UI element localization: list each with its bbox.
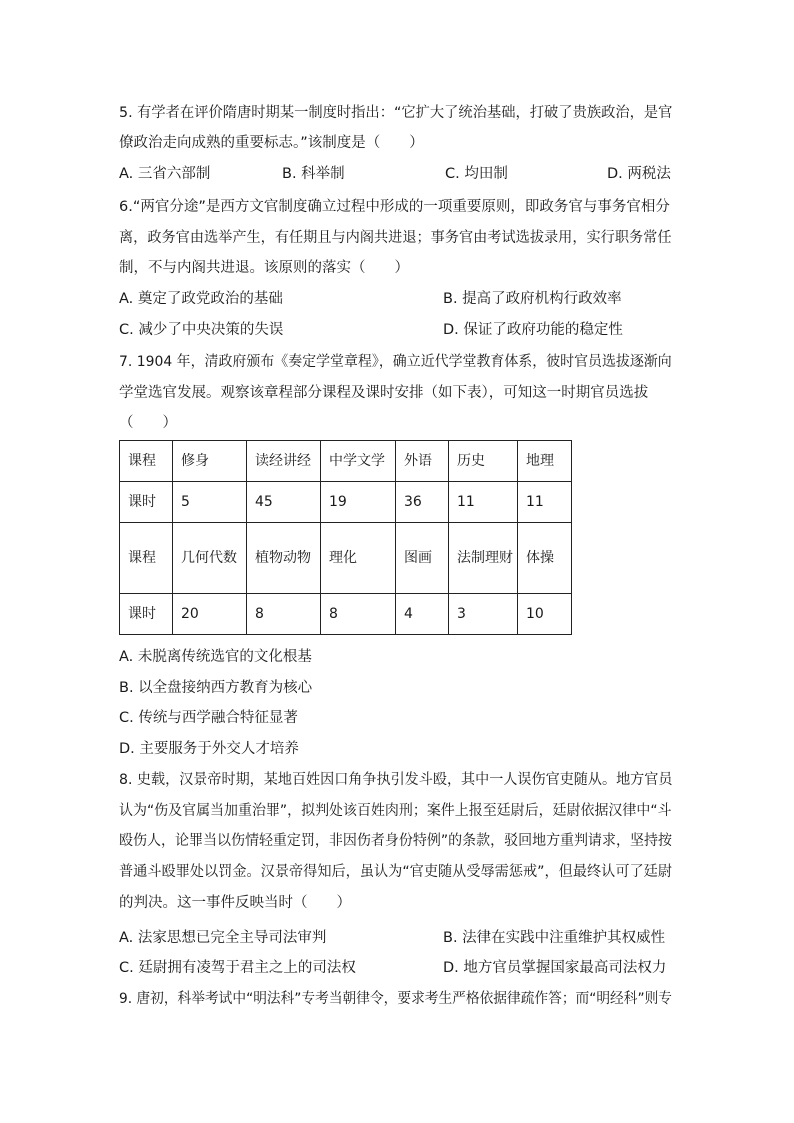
q7-option-a[interactable]: A. 未脱离传统选官的文化根基 — [119, 649, 312, 665]
table-cell: 理化 — [321, 523, 396, 594]
q7-option-b[interactable]: B. 以全盘接纳西方教育为核心 — [119, 680, 313, 696]
table-cell: 法制理财 — [449, 523, 518, 594]
table-cell: 体操 — [518, 523, 572, 594]
table-cell: 课程 — [120, 441, 173, 482]
q6-option-c[interactable]: C. 减少了中央决策的失误 — [119, 322, 284, 338]
q5-option-b[interactable]: B. 科举制 — [282, 166, 345, 182]
table-cell: 11 — [449, 482, 518, 523]
table-cell: 36 — [396, 482, 449, 523]
table-cell: 地理 — [518, 441, 572, 482]
q9-line-1: 9. 唐初，科举考试中“明法科”专考当朝律令，要求考生严格依据律疏作答；而“明经科”则专 — [119, 991, 673, 1007]
q8-line-2: 认为“伤及官属当加重治罪”，拟判处该百姓肉刑；案件上报至廷尉后，廷尉依据汉律中“斗 — [119, 803, 672, 819]
table-row — [120, 594, 572, 635]
table-cell: 20 — [173, 594, 247, 635]
q5-option-d[interactable]: D. 两税法 — [607, 166, 671, 182]
table-cell: 中学文学 — [321, 441, 396, 482]
q6-option-d[interactable]: D. 保证了政府功能的稳定性 — [443, 322, 623, 338]
table-cell: 课时 — [120, 482, 173, 523]
q6-option-b[interactable]: B. 提高了政府机构行政效率 — [443, 291, 622, 307]
q7-option-d[interactable]: D. 主要服务于外交人才培养 — [119, 741, 299, 757]
table-cell: 图画 — [396, 523, 449, 594]
q6-line-1: 6.“两官分途”是西方文官制度确立过程中形成的一项重要原则，即政务官与事务官相分 — [119, 199, 670, 215]
q7-line-1: 7. 1904 年，清政府颁布《奏定学堂章程》，确立近代学堂教育体系，彼时官员选拔逐渐向 — [119, 354, 672, 370]
table-cell: 几何代数 — [173, 523, 247, 594]
q8-line-5: 的判决。这一事件反映当时（ ） — [119, 895, 351, 911]
q5-line-1: 5. 有学者在评价隋唐时期某一制度时指出：“它扩大了统治基础，打破了贵族政治，是官 — [119, 105, 673, 121]
table-cell: 修身 — [173, 441, 247, 482]
table-cell: 3 — [449, 594, 518, 635]
q6-option-a[interactable]: A. 奠定了政党政治的基础 — [119, 291, 283, 307]
table-row — [120, 523, 572, 594]
table-cell: 植物动物 — [247, 523, 321, 594]
q5-line-2: 僚政治走向成熟的重要标志。”该制度是（ ） — [119, 135, 424, 151]
table-cell: 8 — [321, 594, 396, 635]
q8-line-3: 殴伤人，论罪当以伤情轻重定罚，非因伤者身份特例”的条款，驳回地方重判请求，坚持按 — [119, 833, 673, 849]
table-row — [120, 482, 572, 523]
table-cell: 课程 — [120, 523, 173, 594]
q5-option-a[interactable]: A. 三省六部制 — [119, 166, 211, 182]
q8-line-1: 8. 史载，汉景帝时期，某地百姓因口角争执引发斗殴，其中一人误伤官吏随从。地方官员 — [119, 772, 673, 788]
course-hours-table — [119, 440, 572, 635]
q8-option-c[interactable]: C. 廷尉拥有凌驾于君主之上的司法权 — [119, 960, 356, 976]
table-cell: 读经讲经 — [247, 441, 321, 482]
table-row — [120, 441, 572, 482]
q6-line-2: 离，政务官由选举产生，有任期且与内阁共进退；事务官由考试选拔录用，实行职务常任 — [119, 230, 672, 246]
q7-line-2: 学堂选官发展。观察该章程部分课程及课时安排（如下表），可知这一时期官员选拔 — [119, 385, 649, 401]
table-cell: 5 — [173, 482, 247, 523]
table-cell: 8 — [247, 594, 321, 635]
table-cell: 外语 — [396, 441, 449, 482]
table-cell: 历史 — [449, 441, 518, 482]
table-cell: 课时 — [120, 594, 173, 635]
q7-line-3: （ ） — [119, 415, 177, 431]
table-cell: 19 — [321, 482, 396, 523]
table-cell: 11 — [518, 482, 572, 523]
q8-option-a[interactable]: A. 法家思想已完全主导司法审判 — [119, 930, 327, 946]
q8-line-4: 普通斗殴罪处以罚金。汉景帝得知后，虽认为“官吏随从受辱需惩戒”，但最终认可了廷尉 — [119, 864, 673, 880]
table-cell: 4 — [396, 594, 449, 635]
q5-option-c[interactable]: C. 均田制 — [445, 166, 508, 182]
q8-option-b[interactable]: B. 法律在实践中注重维护其权威性 — [443, 930, 666, 946]
table-cell: 45 — [247, 482, 321, 523]
q6-line-3: 制，不与内阁共进退。该原则的落实（ ） — [119, 260, 409, 276]
q8-option-d[interactable]: D. 地方官员掌握国家最高司法权力 — [443, 960, 667, 976]
table-cell: 10 — [518, 594, 572, 635]
q7-option-c[interactable]: C. 传统与西学融合特征显著 — [119, 710, 298, 726]
